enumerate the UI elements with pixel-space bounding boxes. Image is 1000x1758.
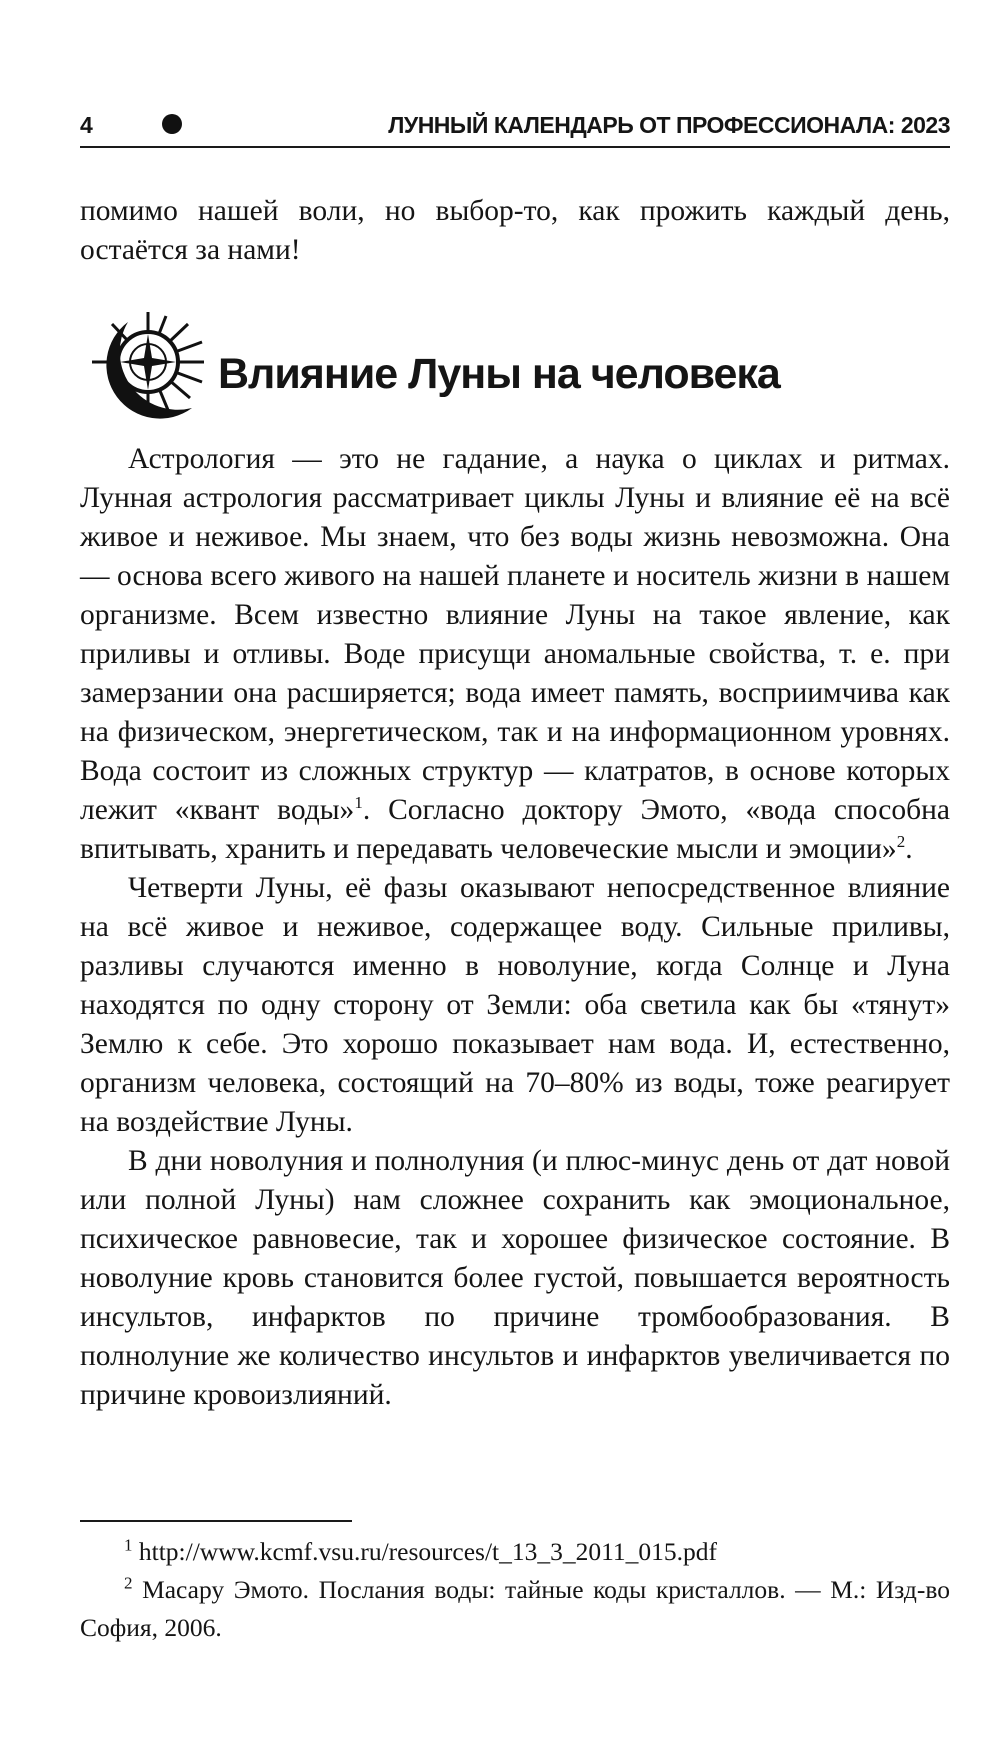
paragraph-1-part-1: Астрология — это не гадание, а наука о циклах и ритмах. Лунная астрология рассматривает циклы Луны и влияние её на всё живое и неживое. Мы знаем, что без воды жизнь невозможна. Она — основа всего живого на нашей планете и носитель жизни в нашем организме. Всем известно влияние Луны на такое явление, как приливы и отливы. Воде присущи аномальные свойства, т. е. при замерзании она расширяется; вода имеет память, восприимчива как на физическом, энергетическом, так и на информационном уровнях. Вода состоит из сложных структур — клатратов, в основе которых лежит «квант воды»: [80, 443, 950, 826]
section-heading: [80, 312, 950, 432]
section-title: Влияние Луны на человека: [218, 350, 780, 398]
footnote-url: http://www.kcmf.vsu.ru/resources/t_13_3_2011_015.pdf: [138, 1537, 718, 1566]
moon-sun-icon: [80, 312, 210, 432]
footnote-1: [80, 1533, 950, 1571]
footnote-marker-1: 1: [124, 1535, 133, 1555]
header-bullet: [162, 114, 182, 134]
intro-paragraph: помимо нашей воли, но выбор-то, как прожить каждый день, остаётся за нами!: [80, 195, 950, 266]
paragraph-1-part-2: . Согласно доктору Эмото, «вода способна впитывать, хранить и передавать человеческие мысли и эмоции»: [80, 794, 950, 865]
running-title: ЛУННЫЙ КАЛЕНДАРЬ ОТ ПРОФЕССИОНАЛА: 2023: [388, 112, 950, 138]
footnote-divider: [80, 1520, 352, 1522]
intro-text: [80, 192, 950, 270]
footnote-citation: Масару Эмото. Послания воды: тайные коды кристаллов. — М.: Изд-во София, 2006.: [80, 1575, 950, 1642]
paragraph-1: [80, 440, 950, 869]
footnote-ref-2: 2: [896, 832, 906, 852]
running-header: [80, 104, 950, 148]
footnote-marker-2: 2: [124, 1573, 133, 1593]
footnote-2: [80, 1571, 950, 1647]
paragraph-1-part-3: .: [905, 833, 913, 865]
page-number: 4: [80, 112, 93, 138]
footnotes: [80, 1533, 950, 1647]
paragraph-3: В дни новолуния и полнолуния (и плюс-минус день от дат новой или полной Луны) нам сложнее сохранить как эмоциональное, психическое равновесие, так и хорошее физическое состояние. В новолуние кровь становится более густой, повышается вероятность инсультов, инфарктов по причине тромбообразования. В полнолуние же количество инсультов и инфарктов увеличивается по причине кровоизлияний.: [80, 1145, 950, 1411]
footnote-ref-1: 1: [354, 793, 363, 813]
body-text: [80, 440, 950, 1415]
paragraph-2: Четверти Луны, её фазы оказывают непосредственное влияние на всё живое и неживое, содержащее воду. Сильные приливы, разливы случаются именно в новолуние, когда Солнце и Луна находятся по одну сторону от Земли: оба светила как бы «тянут» Землю к себе. Это хорошо показывает нам вода. И, естественно, организм человека, состоящий на 70–80% из воды, тоже реагирует на воздействие Луны.: [80, 872, 950, 1138]
